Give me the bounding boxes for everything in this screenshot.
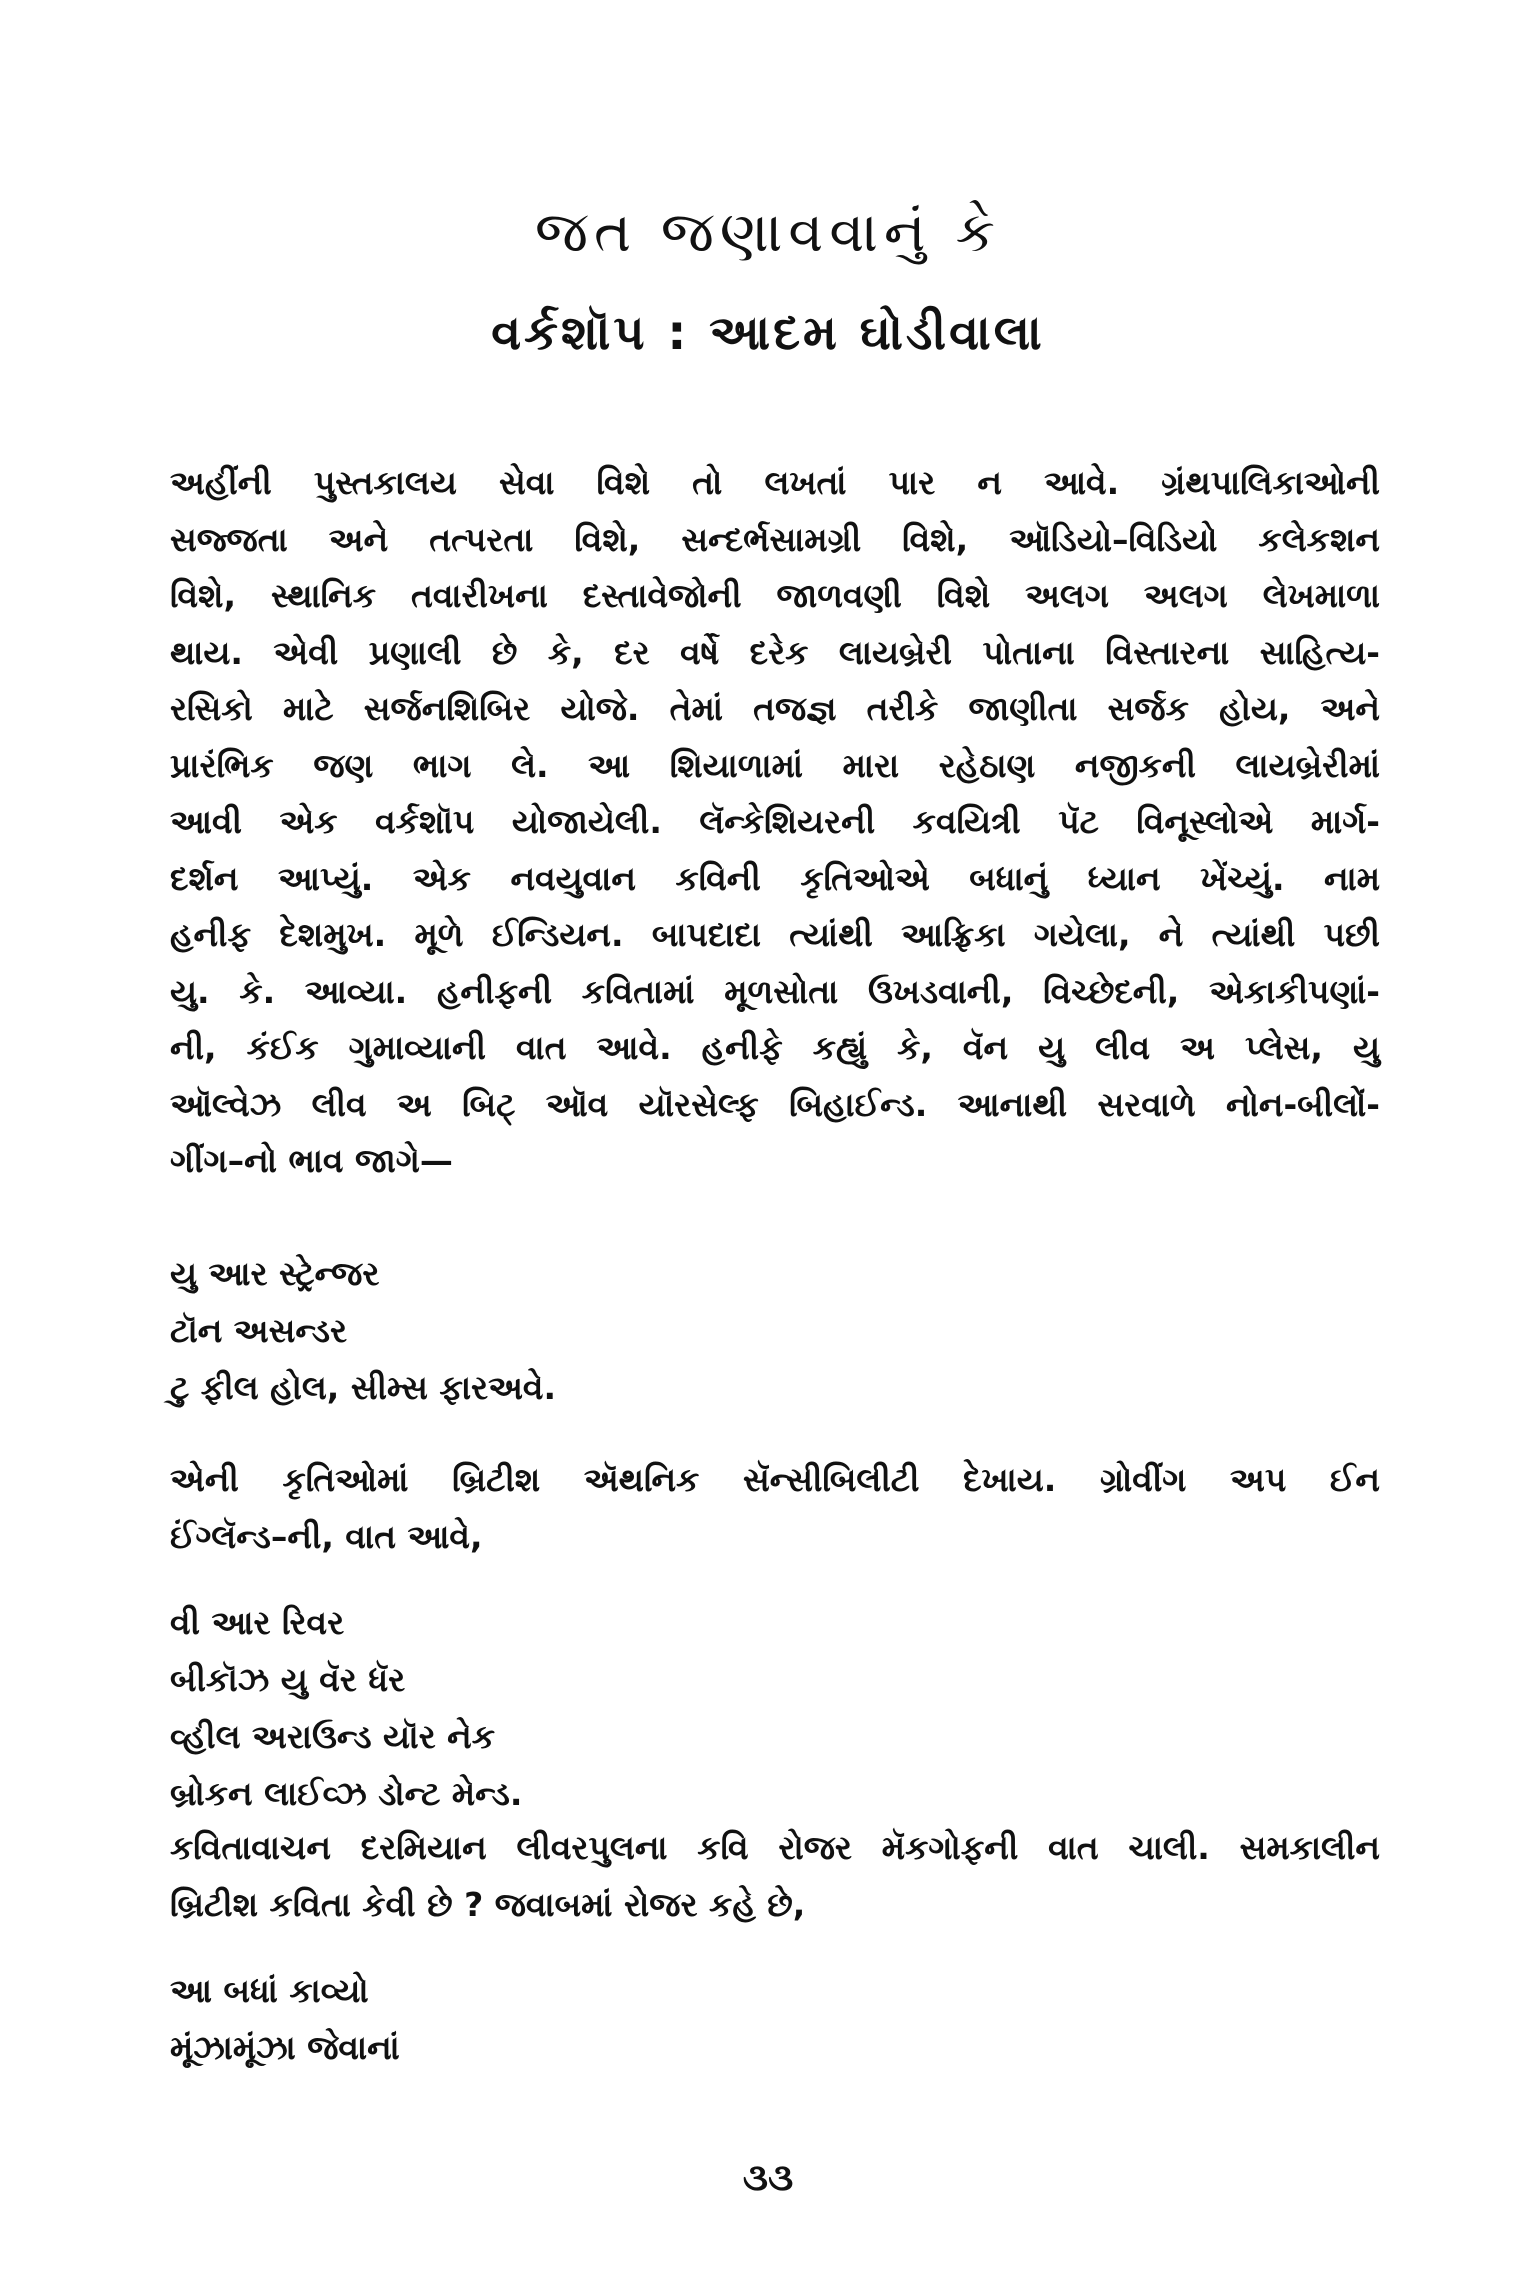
text-line: આવી એક વર્કશૉપ યોજાયેલી. લૅન્કેશિયરની કવયિત્રી પૅટ વિનૂસ્લોએ માર્ગ- bbox=[170, 802, 1380, 841]
verse-line: ટૉન અસન્ડર bbox=[170, 1311, 348, 1350]
text-line: હનીફ દેશમુખ. મૂળે ઈન્ડિયન. બાપદાદા ત્યાંથી આફ્રિકા ગયેલા, ને ત્યાંથી પછી bbox=[170, 915, 1380, 954]
text-line: રસિકો માટે સર્જનશિબિર યોજે. તેમાં તજજ્ઞ તરીકે જાણીતા સર્જક હોય, અને bbox=[170, 689, 1380, 728]
verse-line: બ્રોકન લાઈવ્ઝ ડોન્ટ મેન્ડ. bbox=[170, 1774, 523, 1813]
text-line: અહીંની પુસ્તકાલય સેવા વિશે તો લખતાં પાર ન આવે. ગ્રંથપાલિકાઓની bbox=[170, 463, 1380, 502]
text-line: ગીંગ–નો ભાવ જાગે— bbox=[170, 1141, 453, 1180]
text-line: બ્રિટીશ કવિતા કેવી છે ? જવાબમાં રોજર કહે છે, bbox=[170, 1884, 806, 1924]
text-line: યુ. કે. આવ્યા. હનીફની કવિતામાં મૂળસોતા ઉખડવાની, વિચ્છેદની, એકાકીપણાં- bbox=[170, 971, 1380, 1011]
text-line: દર્શન આપ્યું. એક નવયુવાન કવિની કૃતિઓએ બધાનું ધ્યાન ખેંચ્યું. નામ bbox=[170, 858, 1380, 898]
verse-line: બીકૉઝ યુ વૅર ધૅર bbox=[170, 1660, 406, 1699]
verse-2 bbox=[170, 1594, 1380, 1822]
verse-line: યુ આર સ્ટ્રેન્જર bbox=[170, 1254, 380, 1293]
text-line: કવિતાવાચન દરમિયાન લીવરપુલના કવિ રોજર મૅકગોફની વાત ચાલી. સમકાલીન bbox=[170, 1828, 1380, 1867]
verse-3 bbox=[170, 1962, 1380, 2076]
text-line: થાય. એવી પ્રણાલી છે કે, દર વર્ષે દરેક લાયબ્રેરી પોતાના વિસ્તારના સાહિત્ય- bbox=[170, 632, 1380, 672]
text-line: ની, કંઈક ગુમાવ્યાની વાત આવે. હનીફે કહ્યું કે, વૅન યુ લીવ અ પ્લેસ, યુ bbox=[170, 1028, 1380, 1067]
paragraph-2 bbox=[170, 1452, 1380, 1565]
text-line: એની કૃતિઓમાં બ્રિટીશ ઍથનિક સૅન્સીબિલીટી દેખાય. ગ્રોવીંગ અપ ઈન bbox=[170, 1460, 1380, 1499]
page-number: ૩૩ bbox=[742, 2155, 794, 2199]
text-line: ઑલ્વેઝ લીવ અ બિટ્ ઑવ યૉરસેલ્ફ બિહાઈન્ડ. આનાથી સરવાળે નોન-બીલોં- bbox=[170, 1084, 1380, 1124]
verse-line: વ્હીલ અરાઉન્ડ યૉર નેક bbox=[170, 1717, 496, 1756]
text-line: સજ્જતા અને તત્પરતા વિશે, સન્દર્ભસામગ્રી વિશે, ઑડિયો–વિડિયો કલેકશન bbox=[170, 519, 1380, 559]
chapter-subtitle: વર્કશૉપ : આદમ ઘોડીવાલા bbox=[491, 305, 1045, 361]
paragraph-3 bbox=[170, 1820, 1380, 1933]
verse-line: વી આર રિવર bbox=[170, 1603, 345, 1642]
verse-line: ટુ ફીલ હોલ, સીમ્સ ફારઅવે. bbox=[170, 1368, 557, 1407]
text-line: વિશે, સ્થાનિક તવારીખના દસ્તાવેજોની જાળવણી વિશે અલગ અલગ લેખમાળા bbox=[170, 576, 1380, 615]
verse-1 bbox=[170, 1245, 1380, 1416]
chapter-title: જત જણાવવાનું કે bbox=[535, 200, 1001, 265]
verse-line: મૂંઝામૂંઝા જેવાનાં bbox=[170, 2028, 400, 2067]
paragraph-1 bbox=[170, 455, 1380, 1190]
verse-line: આ બધાં કાવ્યો bbox=[170, 1971, 369, 2010]
text-line: ઈંગ્લૅન્ડ–ની, વાત આવે, bbox=[170, 1516, 483, 1556]
text-line: પ્રારંભિક જણ ભાગ લે. આ શિયાળામાં મારા રહેઠાણ નજીકની લાયબ્રેરીમાં bbox=[170, 745, 1380, 785]
